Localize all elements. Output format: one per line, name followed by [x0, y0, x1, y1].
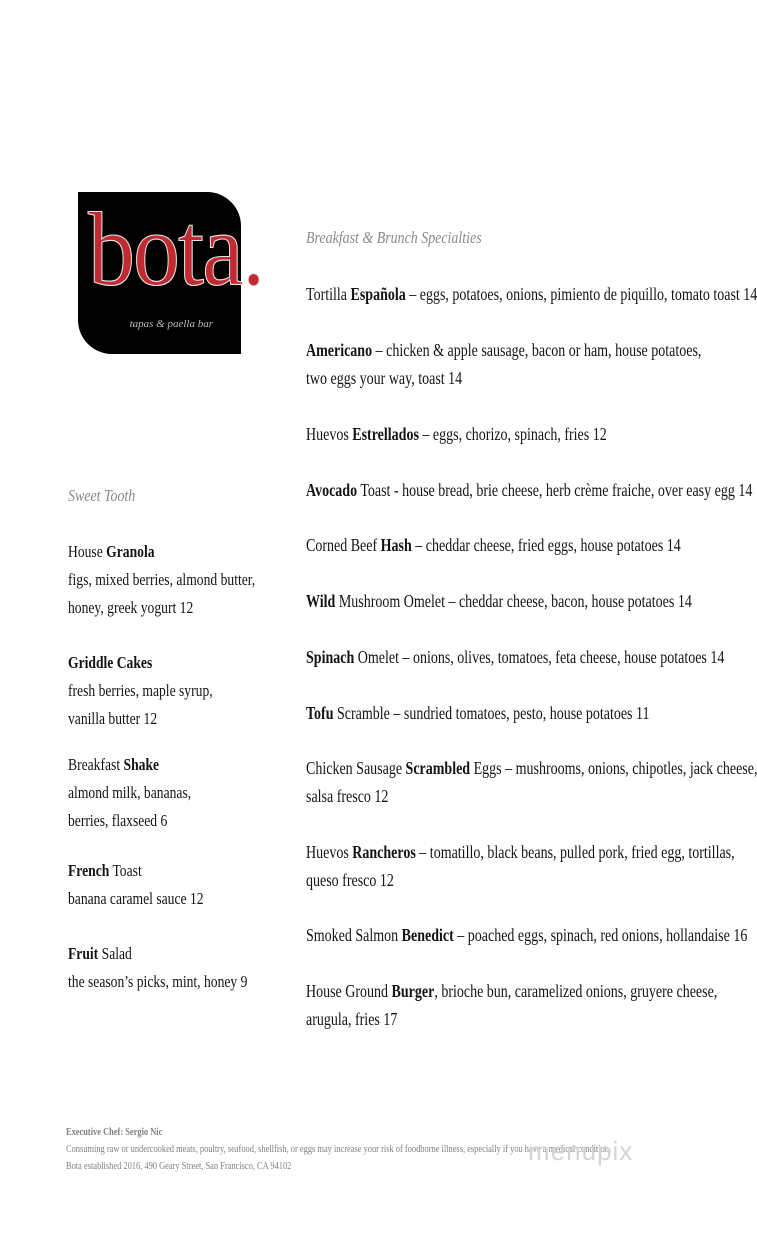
menu-item: French Toast banana caramel sauce 12 [68, 861, 204, 908]
restaurant-address: Bota established 2016, 490 Geary Street, San Francisco, CA 94102 [66, 1161, 292, 1172]
menu-item: Corned Beef Hash – cheddar cheese, fried eggs, house potatoes 14 [306, 535, 681, 555]
menu-item: Huevos Rancheros – tomatillo, black beans, pulled pork, fried egg, tortillas, queso fresco 12 [306, 842, 735, 890]
menu-item: Avocado Toast - house bread, brie cheese, herb crème fraiche, over easy egg 14 [306, 480, 753, 500]
food-safety-notice: Consuming raw or undercooked meats, poultry, seafood, shellfish, or eggs may increase your risk of foodborne illness, especially if you have a medical condition. [66, 1144, 612, 1155]
specialties-title: Breakfast & Brunch Specialties [306, 228, 482, 247]
menu-item: Wild Mushroom Omelet – cheddar cheese, bacon, house potatoes 14 [306, 591, 692, 611]
menu-item: Chicken Sausage Scrambled Eggs – mushrooms, onions, chipotles, jack cheese, salsa fresco 12 [306, 758, 757, 806]
menu-item: House Granola figs, mixed berries, almond butter, honey, greek yogurt 12 [68, 542, 256, 617]
menu-item: Huevos Estrellados – eggs, chorizo, spinach, fries 12 [306, 424, 607, 444]
menu-item: House Ground Burger, brioche bun, caramelized onions, gruyere cheese, arugula, fries 17 [306, 981, 718, 1029]
menu-item: Tofu Scramble – sundried tomatoes, pesto, house potatoes 11 [306, 703, 650, 723]
sweet-tooth-title: Sweet Tooth [68, 486, 136, 505]
menu-item: Griddle Cakes fresh berries, maple syrup, vanilla butter 12 [68, 653, 213, 728]
logo-wordmark: bota. [88, 191, 264, 308]
menu-item: Breakfast Shake almond milk, bananas, berries, flaxseed 6 [68, 755, 192, 830]
logo-tagline: tapas & paella bar [129, 318, 213, 330]
menu-item: Smoked Salmon Benedict – poached eggs, spinach, red onions, hollandaise 16 [306, 925, 748, 945]
menu-item: Tortilla Española – eggs, potatoes, onions, pimiento de piquillo, tomato toast 14 [306, 284, 757, 304]
executive-chef: Executive Chef: Sergio Nic [66, 1127, 163, 1138]
menupix-watermark: menupix [528, 1136, 634, 1166]
menu-item: Americano – chicken & apple sausage, bacon or ham, house potatoes, two eggs your way, toast 14 [306, 340, 702, 388]
menu-item: Fruit Salad the season’s picks, mint, honey 9 [68, 944, 248, 991]
bota-logo [78, 191, 264, 354]
menu-item: Spinach Omelet – onions, olives, tomatoes, feta cheese, house potatoes 14 [306, 647, 725, 667]
